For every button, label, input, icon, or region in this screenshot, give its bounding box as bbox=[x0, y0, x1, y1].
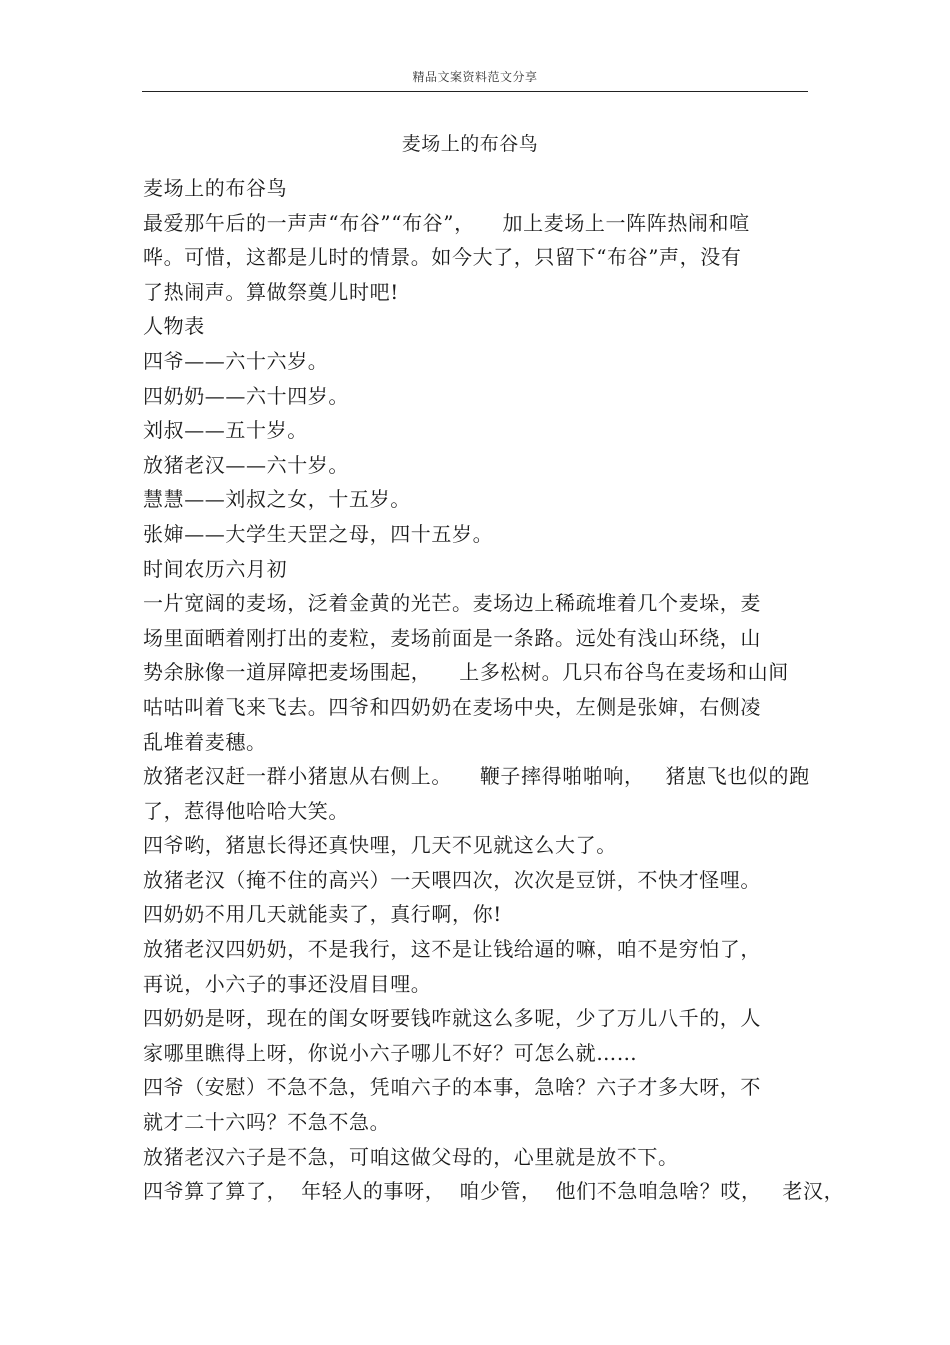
body-line: 最爱那午后的一声声“布谷”“布谷”， 加上麦场上一阵阵热闹和喧 bbox=[143, 210, 750, 235]
body-line: 放猪老汉（掩不住的高兴）一天喂四次，次次是豆饼，不快才怪哩。 bbox=[143, 867, 761, 892]
body-line: 势余脉像一道屏障把麦场围起， 上多松树。几只布谷鸟在麦场和山间 bbox=[143, 660, 789, 685]
header-divider bbox=[142, 91, 808, 92]
body-line: 咕咕叫着飞来飞去。四爷和四奶奶在麦场中央，左侧是张婶，右侧凌 bbox=[143, 694, 761, 719]
body-line: 四奶奶不用几天就能卖了，真行啊，你! bbox=[143, 902, 502, 927]
body-line: 刘叔——五十岁。 bbox=[143, 418, 308, 443]
body-line: 乱堆着麦穗。 bbox=[143, 729, 267, 754]
body-line: 就才二十六吗？不急不急。 bbox=[143, 1110, 391, 1135]
body-line: 一片宽阔的麦场，泛着金黄的光芒。麦场边上稀疏堆着几个麦垛，麦 bbox=[143, 591, 761, 616]
body-line: 四奶奶——六十四岁。 bbox=[143, 383, 349, 408]
body-line: 人物表 bbox=[143, 314, 205, 339]
body-line: 慧慧——刘叔之女，十五岁。 bbox=[143, 487, 411, 512]
body-line: 家哪里瞧得上呀，你说小六子哪儿不好？可怎么就…… bbox=[143, 1040, 638, 1065]
document-title: 麦场上的布谷鸟 bbox=[401, 133, 539, 155]
body-line: 四爷哟，猪崽长得还真快哩，几天不见就这么大了。 bbox=[143, 833, 617, 858]
body-line: 场里面晒着刚打出的麦粒，麦场前面是一条路。远处有浅山环绕，山 bbox=[143, 625, 761, 650]
document-body bbox=[143, 171, 845, 1209]
body-line: 四奶奶是呀，现在的闺女呀要钱咋就这么多呢，少了万儿八千的，人 bbox=[143, 1006, 761, 1031]
body-line: 放猪老汉赶一群小猪崽从右侧上。 鞭子摔得啪啪响， 猪崽飞也似的跑 bbox=[143, 764, 810, 789]
body-line: 四爷算了算了， 年轻人的事呀， 咱少管， 他们不急咱急啥？哎， 老汉， bbox=[143, 1179, 845, 1204]
body-line: 了热闹声。算做祭奠儿时吧! bbox=[143, 279, 399, 304]
body-line: 麦场上的布谷鸟 bbox=[143, 176, 288, 200]
body-line: 四爷（安慰）不急不急，凭咱六子的本事，急啥？六子才多大呀，不 bbox=[143, 1075, 761, 1100]
body-line: 放猪老汉四奶奶，不是我行，这不是让钱给逼的嘛，咱不是穷怕了， bbox=[143, 937, 761, 962]
body-line: 四爷——六十六岁。 bbox=[143, 348, 329, 373]
body-line: 放猪老汉——六十岁。 bbox=[143, 452, 349, 477]
body-line: 了，惹得他哈哈大笑。 bbox=[143, 798, 349, 823]
body-line: 哗。可惜，这都是儿时的情景。如今大了，只留下“布谷”声，没有 bbox=[143, 245, 742, 270]
body-line: 时间农历六月初 bbox=[143, 556, 288, 581]
body-line: 再说，小六子的事还没眉目哩。 bbox=[143, 971, 432, 996]
running-header: 精品文案资料范文分享 bbox=[412, 70, 538, 84]
body-line: 放猪老汉六子是不急，可咱这做父母的，心里就是放不下。 bbox=[143, 1144, 679, 1169]
body-line: 张婶——大学生天罡之母，四十五岁。 bbox=[143, 521, 494, 546]
